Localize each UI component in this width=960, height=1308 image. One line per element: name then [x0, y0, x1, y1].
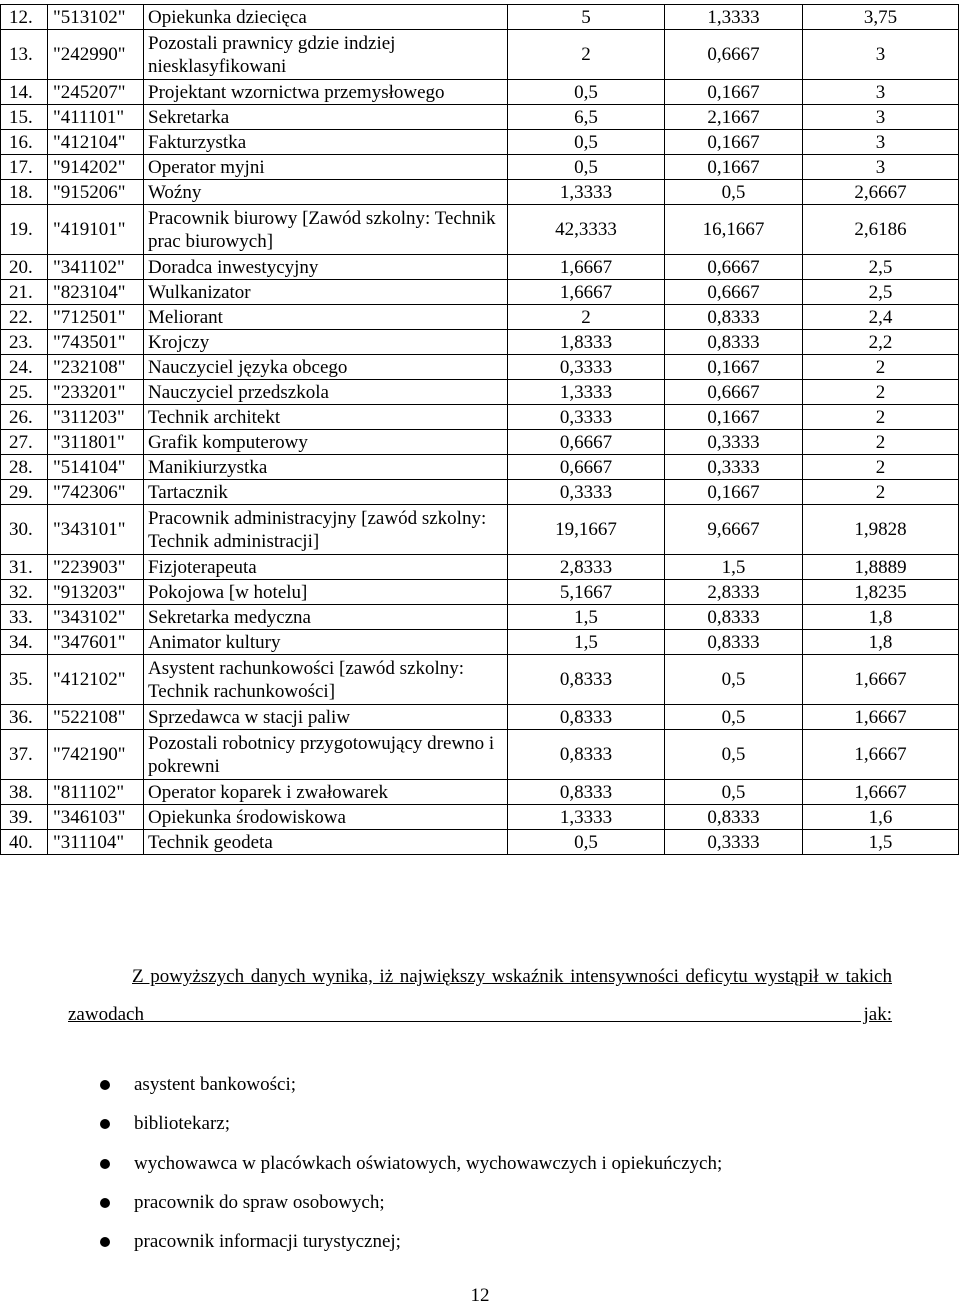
cell-name: Sekretarka medyczna [144, 605, 508, 630]
cell-v3: 3,75 [803, 5, 959, 30]
cell-no: 38. [1, 780, 48, 805]
cell-code: "742306" [48, 480, 144, 505]
cell-v3: 3 [803, 30, 959, 80]
table-row [1, 5, 959, 30]
table-row [1, 155, 959, 180]
cell-name: Woźny [144, 180, 508, 205]
cell-v2: 0,8333 [665, 605, 803, 630]
cell-name: Wulkanizator [144, 280, 508, 305]
list-item-text: pracownik do spraw osobowych; [134, 1191, 385, 1213]
list-item [100, 1108, 722, 1147]
cell-no: 25. [1, 380, 48, 405]
list-item-text: bibliotekarz; [134, 1113, 231, 1135]
cell-code: "232108" [48, 355, 144, 380]
table-row [1, 380, 959, 405]
cell-v3: 1,6667 [803, 705, 959, 730]
cell-name: Meliorant [144, 305, 508, 330]
cell-code: "412104" [48, 130, 144, 155]
table-row [1, 355, 959, 380]
list-item [100, 1148, 722, 1187]
table-row [1, 205, 959, 255]
cell-code: "742190" [48, 730, 144, 780]
cell-v1: 0,3333 [508, 480, 665, 505]
cell-no: 32. [1, 580, 48, 605]
table-row [1, 505, 959, 555]
cell-v1: 19,1667 [508, 505, 665, 555]
occupation-table [0, 4, 959, 855]
cell-v2: 1,5 [665, 555, 803, 580]
cell-v1: 0,6667 [508, 430, 665, 455]
cell-v2: 0,6667 [665, 255, 803, 280]
table-row [1, 280, 959, 305]
list-item-text: wychowawca w placówkach oświatowych, wychowawczych i opiekuńczych; [134, 1152, 723, 1174]
cell-v1: 0,6667 [508, 455, 665, 480]
cell-code: "914202" [48, 155, 144, 180]
cell-name: Asystent rachunkowości [zawód szkolny: Technik rachunkowości] [144, 655, 508, 705]
cell-no: 30. [1, 505, 48, 555]
cell-no: 34. [1, 630, 48, 655]
cell-no: 39. [1, 805, 48, 830]
cell-v2: 0,1667 [665, 130, 803, 155]
cell-v3: 2,6186 [803, 205, 959, 255]
table-row [1, 555, 959, 580]
cell-code: "913203" [48, 580, 144, 605]
cell-code: "743501" [48, 330, 144, 355]
cell-no: 12. [1, 5, 48, 30]
cell-v2: 0,1667 [665, 355, 803, 380]
cell-no: 18. [1, 180, 48, 205]
cell-v3: 2 [803, 405, 959, 430]
cell-v1: 1,3333 [508, 380, 665, 405]
cell-v2: 16,1667 [665, 205, 803, 255]
cell-code: "242990" [48, 30, 144, 80]
cell-name: Opiekunka dziecięca [144, 5, 508, 30]
table-row [1, 455, 959, 480]
cell-code: "811102" [48, 780, 144, 805]
cell-v2: 2,1667 [665, 105, 803, 130]
cell-name: Animator kultury [144, 630, 508, 655]
cell-v1: 1,6667 [508, 280, 665, 305]
table-row [1, 655, 959, 705]
cell-v1: 5 [508, 5, 665, 30]
cell-code: "311801" [48, 430, 144, 455]
cell-v2: 0,1667 [665, 480, 803, 505]
cell-v1: 0,8333 [508, 655, 665, 705]
list-item-text: pracownik informacji turystycznej; [134, 1231, 401, 1253]
cell-name: Operator koparek i zwałowarek [144, 780, 508, 805]
cell-code: "412102" [48, 655, 144, 705]
cell-code: "411101" [48, 105, 144, 130]
cell-code: "915206" [48, 180, 144, 205]
cell-no: 24. [1, 355, 48, 380]
table-row [1, 630, 959, 655]
cell-v1: 6,5 [508, 105, 665, 130]
cell-no: 16. [1, 130, 48, 155]
cell-v3: 1,5 [803, 830, 959, 855]
cell-v1: 1,3333 [508, 180, 665, 205]
cell-name: Manikiurzystka [144, 455, 508, 480]
cell-name: Fizjoterapeuta [144, 555, 508, 580]
cell-name: Nauczyciel przedszkola [144, 380, 508, 405]
cell-v2: 0,3333 [665, 430, 803, 455]
list-item [100, 1187, 722, 1226]
cell-name: Operator myjni [144, 155, 508, 180]
cell-v3: 1,8889 [803, 555, 959, 580]
cell-v2: 0,1667 [665, 405, 803, 430]
cell-no: 19. [1, 205, 48, 255]
cell-v1: 0,5 [508, 155, 665, 180]
cell-no: 15. [1, 105, 48, 130]
cell-v3: 2,2 [803, 330, 959, 355]
cell-v1: 2,8333 [508, 555, 665, 580]
table-row [1, 105, 959, 130]
cell-no: 21. [1, 280, 48, 305]
cell-no: 33. [1, 605, 48, 630]
cell-v1: 0,5 [508, 80, 665, 105]
cell-code: "223903" [48, 555, 144, 580]
table-row [1, 330, 959, 355]
table-row [1, 130, 959, 155]
table-row [1, 30, 959, 80]
table-row [1, 405, 959, 430]
cell-v3: 2 [803, 455, 959, 480]
cell-name: Grafik komputerowy [144, 430, 508, 455]
cell-no: 17. [1, 155, 48, 180]
list-item [100, 1226, 722, 1265]
table-row [1, 605, 959, 630]
cell-v1: 0,5 [508, 130, 665, 155]
table-row [1, 780, 959, 805]
cell-name: Sekretarka [144, 105, 508, 130]
cell-v2: 0,5 [665, 180, 803, 205]
cell-v3: 3 [803, 80, 959, 105]
table-row [1, 805, 959, 830]
cell-v3: 1,8 [803, 605, 959, 630]
cell-code: "347601" [48, 630, 144, 655]
table-row [1, 830, 959, 855]
cell-name: Sprzedawca w stacji paliw [144, 705, 508, 730]
table-row [1, 255, 959, 280]
table-row [1, 80, 959, 105]
cell-v1: 0,3333 [508, 405, 665, 430]
cell-v2: 0,3333 [665, 830, 803, 855]
cell-v3: 3 [803, 155, 959, 180]
cell-v2: 0,6667 [665, 30, 803, 80]
cell-v1: 1,5 [508, 630, 665, 655]
table-row [1, 430, 959, 455]
cell-v3: 2 [803, 480, 959, 505]
cell-name: Fakturzystka [144, 130, 508, 155]
cell-v3: 3 [803, 130, 959, 155]
cell-v3: 1,9828 [803, 505, 959, 555]
cell-v2: 0,5 [665, 730, 803, 780]
bullet-icon [100, 1237, 110, 1247]
table-row [1, 180, 959, 205]
cell-no: 13. [1, 30, 48, 80]
cell-v2: 0,6667 [665, 380, 803, 405]
cell-v2: 1,3333 [665, 5, 803, 30]
cell-code: "343101" [48, 505, 144, 555]
cell-code: "823104" [48, 280, 144, 305]
cell-v1: 1,6667 [508, 255, 665, 280]
cell-no: 14. [1, 80, 48, 105]
cell-v3: 2,5 [803, 280, 959, 305]
cell-v3: 2 [803, 355, 959, 380]
cell-no: 23. [1, 330, 48, 355]
bullet-icon [100, 1198, 110, 1208]
cell-name: Tartacznik [144, 480, 508, 505]
cell-name: Projektant wzornictwa przemysłowego [144, 80, 508, 105]
cell-no: 31. [1, 555, 48, 580]
cell-code: "341102" [48, 255, 144, 280]
cell-code: "343102" [48, 605, 144, 630]
cell-v3: 1,6667 [803, 780, 959, 805]
cell-no: 27. [1, 430, 48, 455]
bullet-icon [100, 1159, 110, 1169]
cell-no: 29. [1, 480, 48, 505]
cell-name: Technik geodeta [144, 830, 508, 855]
cell-name: Opiekunka środowiskowa [144, 805, 508, 830]
cell-v3: 1,8235 [803, 580, 959, 605]
cell-name: Technik architekt [144, 405, 508, 430]
table-row [1, 580, 959, 605]
cell-v1: 2 [508, 30, 665, 80]
cell-v1: 1,5 [508, 605, 665, 630]
cell-v2: 0,5 [665, 780, 803, 805]
cell-code: "311104" [48, 830, 144, 855]
table-row [1, 705, 959, 730]
cell-v1: 0,8333 [508, 705, 665, 730]
cell-code: "513102" [48, 5, 144, 30]
cell-v3: 2,5 [803, 255, 959, 280]
cell-v1: 5,1667 [508, 580, 665, 605]
cell-v1: 0,8333 [508, 780, 665, 805]
cell-v3: 3 [803, 105, 959, 130]
cell-no: 28. [1, 455, 48, 480]
cell-v2: 0,1667 [665, 80, 803, 105]
list-item [100, 1069, 722, 1108]
bullet-icon [100, 1080, 110, 1090]
cell-v3: 2,4 [803, 305, 959, 330]
bullet-icon [100, 1119, 110, 1129]
cell-code: "311203" [48, 405, 144, 430]
cell-v1: 1,3333 [508, 805, 665, 830]
cell-v3: 2 [803, 380, 959, 405]
cell-no: 37. [1, 730, 48, 780]
cell-v3: 1,6667 [803, 730, 959, 780]
cell-v1: 0,3333 [508, 355, 665, 380]
cell-v2: 0,8333 [665, 805, 803, 830]
cell-name: Krojczy [144, 330, 508, 355]
cell-code: "245207" [48, 80, 144, 105]
cell-v2: 0,8333 [665, 630, 803, 655]
cell-v3: 1,6 [803, 805, 959, 830]
cell-v2: 2,8333 [665, 580, 803, 605]
cell-name: Nauczyciel języka obcego [144, 355, 508, 380]
cell-v1: 0,5 [508, 830, 665, 855]
occupation-bullet-list [100, 1069, 722, 1265]
cell-code: "522108" [48, 705, 144, 730]
cell-v2: 0,6667 [665, 280, 803, 305]
cell-no: 22. [1, 305, 48, 330]
table-row [1, 480, 959, 505]
cell-name: Pracownik administracyjny [zawód szkolny: Technik administracji] [144, 505, 508, 555]
table-row [1, 305, 959, 330]
summary-text: Z powyższych danych wynika, iż największy wskaźnik intensywności deficytu wystąpił w takich zawodach jak: [68, 966, 892, 1025]
cell-name: Pozostali robotnicy przygotowujący drewno i pokrewni [144, 730, 508, 780]
cell-no: 20. [1, 255, 48, 280]
cell-v2: 0,3333 [665, 455, 803, 480]
cell-code: "514104" [48, 455, 144, 480]
cell-v2: 0,1667 [665, 155, 803, 180]
cell-code: "712501" [48, 305, 144, 330]
occupation-table-body [1, 5, 959, 855]
page-number: 12 [470, 1285, 490, 1306]
cell-name: Pracownik biurowy [Zawód szkolny: Technik prac biurowych] [144, 205, 508, 255]
cell-v2: 0,5 [665, 705, 803, 730]
cell-v1: 1,8333 [508, 330, 665, 355]
cell-v2: 9,6667 [665, 505, 803, 555]
cell-no: 40. [1, 830, 48, 855]
cell-code: "346103" [48, 805, 144, 830]
table-row [1, 730, 959, 780]
cell-v2: 0,8333 [665, 330, 803, 355]
cell-v3: 1,8 [803, 630, 959, 655]
cell-v3: 2 [803, 430, 959, 455]
cell-no: 35. [1, 655, 48, 705]
cell-no: 26. [1, 405, 48, 430]
cell-name: Pozostali prawnicy gdzie indziej niesklasyfikowani [144, 30, 508, 80]
cell-name: Doradca inwestycyjny [144, 255, 508, 280]
cell-code: "419101" [48, 205, 144, 255]
cell-v2: 0,8333 [665, 305, 803, 330]
cell-v1: 2 [508, 305, 665, 330]
cell-no: 36. [1, 705, 48, 730]
cell-name: Pokojowa [w hotelu] [144, 580, 508, 605]
cell-v3: 1,6667 [803, 655, 959, 705]
cell-code: "233201" [48, 380, 144, 405]
cell-v1: 0,8333 [508, 730, 665, 780]
cell-v3: 2,6667 [803, 180, 959, 205]
list-item-text: asystent bankowości; [134, 1074, 297, 1095]
cell-v2: 0,5 [665, 655, 803, 705]
cell-v1: 42,3333 [508, 205, 665, 255]
